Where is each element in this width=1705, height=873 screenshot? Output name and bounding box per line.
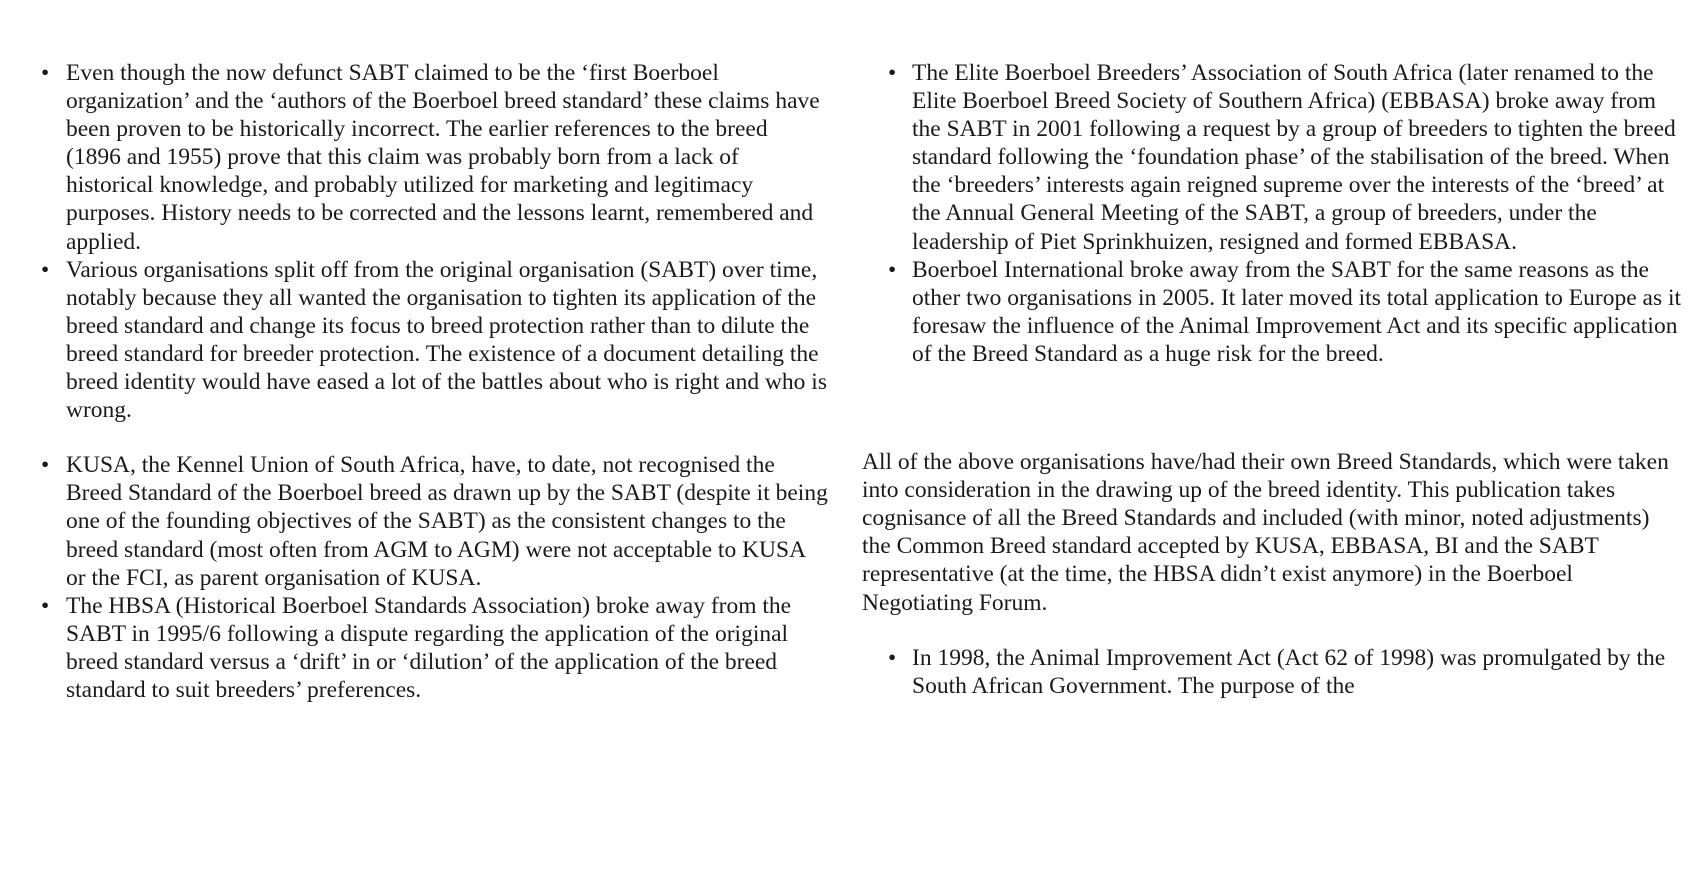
right-column — [862, 59, 1682, 700]
left-column — [38, 59, 828, 704]
right-bullet-list-top — [862, 59, 1682, 368]
left-bullet-list — [38, 59, 828, 704]
list-item: • Various organisations split off from the original organisation (SABT) over time, notably because they all wanted the organisation to tighten its application of the breed standard and change its focus to breed protection rather than to dilute the breed standard for breeder protection. The existence of a document detailing the breed identity would have eased a lot of the battles about who is right and who is wrong. — [38, 256, 828, 425]
list-item: • The Elite Boerboel Breeders’ Association of South Africa (later renamed to the Elite Boerboel Breed Society of Southern Africa) (EBBASA) broke away from the SABT in 2001 following a request by a group of breeders to tighten the breed standard following the ‘foundation phase’ of the stabilisation of the breed. When the ‘breeders’ interests again reigned supreme over the interests of the ‘breed’ at the Annual General Meeting of the SABT, a group of breeders, under the leadership of Piet Sprinkhuizen, resigned and formed EBBASA. — [862, 59, 1682, 256]
list-item: • KUSA, the Kennel Union of South Africa, have, to date, not recognised the Breed Standard of the Boerboel breed as drawn up by the SABT (despite it being one of the founding objectives of the SABT) as the consistent changes to the breed standard (most often from AGM to AGM) were not acceptable to KUSA or the FCI, as parent organisation of KUSA. — [38, 451, 828, 591]
list-item: • Even though the now defunct SABT claimed to be the ‘first Boerboel organization’ and the ‘authors of the Boerboel breed standard’ these claims have been proven to be historically incorrect. The earlier references to the breed (1896 and 1955) prove that this claim was probably born from a lack of historical knowledge, and probably utilized for marketing and legitimacy purposes. History needs to be corrected and the lessons learnt, remembered and applied. — [38, 59, 828, 256]
right-bullet-list-bottom — [862, 644, 1682, 700]
body-paragraph: All of the above organisations have/had their own Breed Standards, which were taken into consideration in the drawing up of the breed identity. This publication takes cognisance of all the Breed Standards and included (with minor, noted adjustments) the Common Breed standard accepted by KUSA, EBBASA, BI and the SABT representative (at the time, the HBSA didn’t exist anymore) in the Boerboel Negotiating Forum. — [862, 449, 1669, 616]
list-item: • In 1998, the Animal Improvement Act (Act 62 of 1998) was promulgated by the South African Government. The purpose of the — [862, 644, 1682, 700]
list-item: • The HBSA (Historical Boerboel Standards Association) broke away from the SABT in 1995/6 following a dispute regarding the application of the original breed standard versus a ‘drift’ in or ‘dilution’ of the application of the breed standard to suit breeders’ preferences. — [38, 592, 828, 704]
list-item: • Boerboel International broke away from the SABT for the same reasons as the other two organisations in 2005. It later moved its total application to Europe as it foresaw the influence of the Animal Improvement Act and its specific application of the Breed Standard as a huge risk for the breed. — [862, 256, 1682, 368]
